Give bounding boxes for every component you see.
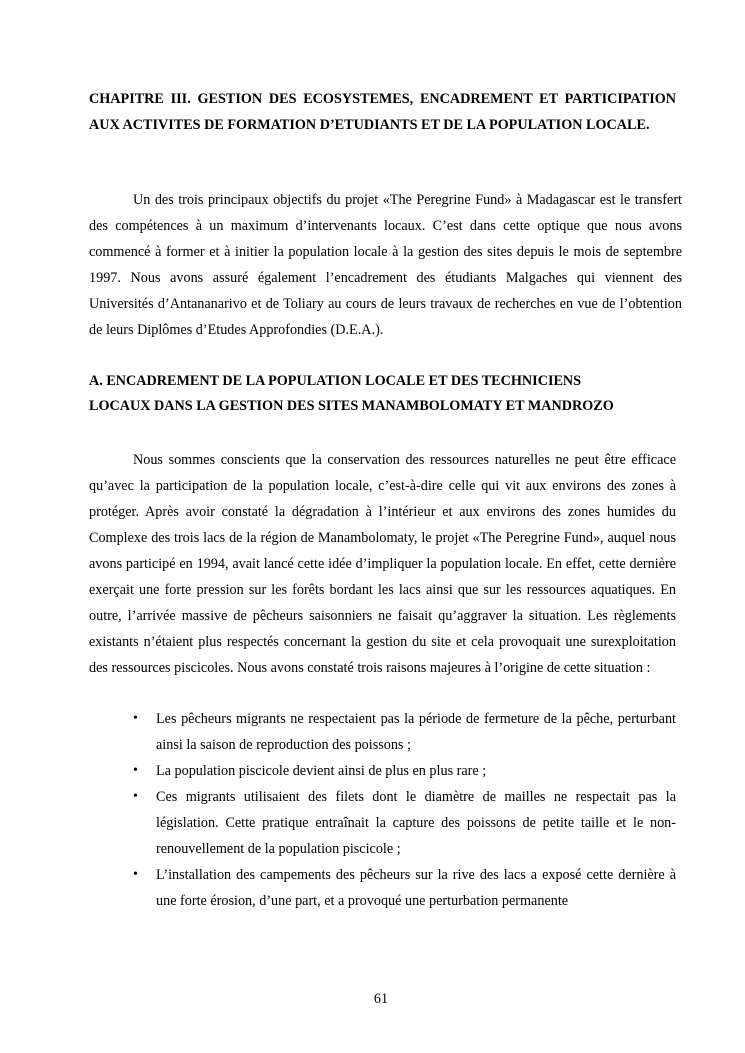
- bullet-icon: •: [133, 711, 138, 726]
- list-item: [89, 706, 676, 758]
- list-item-text: Les pêcheurs migrants ne respectaient pas la période de fermeture de la pêche, perturbant ainsi la saison de reproduction des poissons ;: [156, 711, 676, 753]
- section-a-title: [89, 369, 689, 419]
- bullet-icon: •: [133, 867, 138, 882]
- list-item-text: La population piscicole devient ainsi de plus en plus rare ;: [156, 763, 487, 779]
- chapter-title: CHAPITRE III. GESTION DES ECOSYSTEMES, ENCADREMENT ET PARTICIPATION AUX ACTIVITES DE FORMATION D’ETUDIANTS ET DE LA POPULATION LOCALE.: [89, 91, 676, 133]
- page-number: 61: [373, 991, 389, 1007]
- list-item-text: Ces migrants utilisaient des filets dont le diamètre de mailles ne respectait pas la législation. Cette pratique entraînait la capture des poissons de petite taille et le non-renouvellement de la population piscicole ;: [156, 789, 676, 857]
- section-a-title-line1: A. ENCADREMENT DE LA POPULATION LOCALE ET DES TECHNICIENS: [89, 373, 582, 389]
- section-a-paragraph: Nous sommes conscients que la conservation des ressources naturelles ne peut être efficace qu’avec la participation de la population locale, c’est-à-dire celle qui vit aux environs des zones à protéger. Après avoir constaté la dégradation à l’intérieur et aux environs des zones humides du Complexe des trois lacs de la région de Manambolomaty, le projet «The Peregrine Fund», auquel nous avons participé en 1994, avait lancé cette idée d’impliquer la population locale. En effet, cette dernière exerçait une forte pression sur les forêts bordant les lacs ainsi que sur les ressources aquatiques. En outre, l’arrivée massive de pêcheurs saisonniers ne faisait qu’aggraver la situation. Les règlements existants n’étaient plus respectés concernant la gestion du site et cela provoquait une surexploitation des ressources piscicoles. Nous avons constaté trois raisons majeures à l’origine de cette situation :: [89, 452, 676, 676]
- list-item-text: L’installation des campements des pêcheurs sur la rive des lacs a exposé cette dernière à une forte érosion, d’une part, et a provoqué une perturbation permanente: [156, 867, 676, 909]
- section-a-title-line2: LOCAUX DANS LA GESTION DES SITES MANAMBOLOMATY ET MANDROZO: [89, 398, 614, 414]
- list-item: [89, 784, 676, 862]
- reasons-list: [89, 706, 676, 914]
- list-item: [89, 758, 676, 784]
- intro-paragraph: Un des trois principaux objectifs du projet «The Peregrine Fund» à Madagascar est le transfert des compétences à un maximum d’intervenants locaux. C’est dans cette optique que nous avons commencé à former et à initier la population locale à la gestion des sites depuis le mois de septembre 1997. Nous avons assuré également l’encadrement des étudiants Malgaches qui viennent des Universités d’Antananarivo et de Toliary au cours de leurs travaux de recherches en vue de l’obtention de leurs Diplômes d’Etudes Approfondies (D.E.A.).: [89, 192, 682, 338]
- bullet-icon: •: [133, 763, 138, 778]
- list-item: [89, 862, 676, 914]
- bullet-icon: •: [133, 789, 138, 804]
